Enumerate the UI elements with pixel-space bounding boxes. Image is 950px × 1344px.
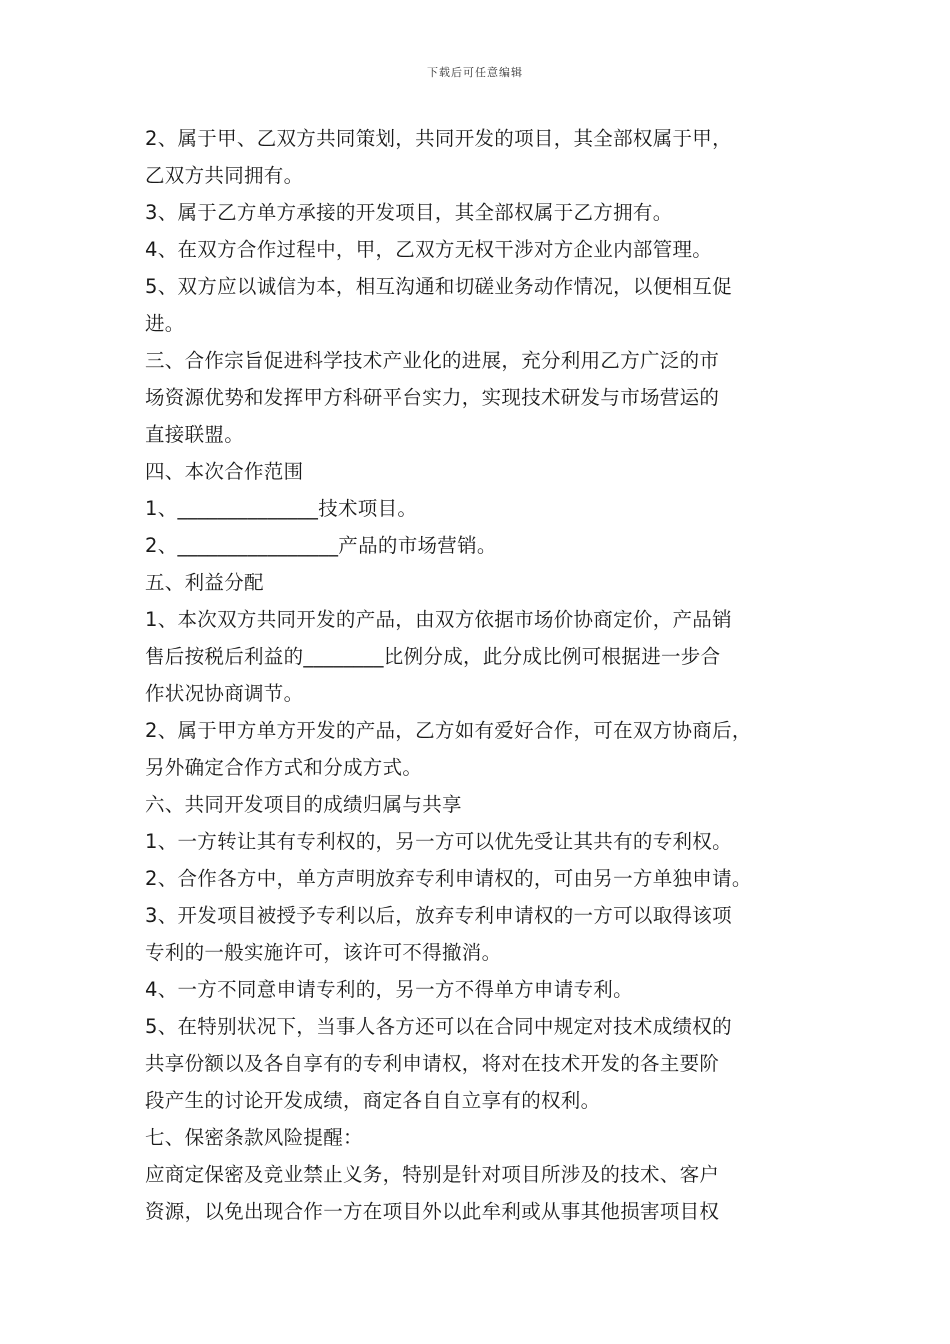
text-line: 段产生的讨论开发成绩，商定各自自立享有的权利。	[145, 1089, 601, 1112]
text-line: 直接联盟。	[145, 423, 245, 446]
section-heading: 四、本次合作范围	[145, 460, 304, 483]
text-line: 场资源优势和发挥甲方科研平台实力，实现技术研发与市场营运的	[145, 386, 720, 409]
section-heading: 七、保密条款风险提醒：	[145, 1126, 363, 1149]
text-line: 1、一方转让其有专利权的，另一方可以优先受让其共有的专利权。	[145, 830, 732, 853]
text-line: 2、属于甲方单方开发的产品，乙方如有爱好合作，可在双方协商后，	[145, 719, 752, 742]
text-line: 2、________________产品的市场营销。	[145, 534, 497, 557]
text-line: 4、一方不同意申请专利的，另一方不得单方申请专利。	[145, 978, 633, 1001]
text-line: 5、双方应以诚信为本，相互沟通和切磋业务动作情况，以便相互促	[145, 275, 732, 298]
text-line: 专利的一般实施许可，该许可不得撤消。	[145, 941, 502, 964]
text-line: 1、本次双方共同开发的产品，由双方依据市场价协商定价，产品销	[145, 608, 732, 631]
text-line: 2、属于甲、乙双方共同策划，共同开发的项目，其全部权属于甲，	[145, 127, 732, 150]
document-body	[145, 120, 825, 1230]
section-heading: 五、利益分配	[145, 571, 264, 594]
page-header: 下载后可任意编辑	[427, 66, 523, 79]
text-line: 3、属于乙方单方承接的开发项目，其全部权属于乙方拥有。	[145, 201, 673, 224]
text-line: 3、开发项目被授予专利以后，放弃专利申请权的一方可以取得该项	[145, 904, 732, 927]
text-line: 5、在特别状况下，当事人各方还可以在合同中规定对技术成绩权的	[145, 1015, 732, 1038]
text-line: 售后按税后利益的________比例分成，此分成比例可根据进一步合	[145, 645, 721, 668]
text-line: 另外确定合作方式和分成方式。	[145, 756, 423, 779]
text-line: 2、合作各方中，单方声明放弃专利申请权的，可由另一方单独申请。	[145, 867, 752, 890]
section-heading: 三、合作宗旨促进科学技术产业化的进展，充分利用乙方广泛的市	[145, 349, 720, 372]
text-line: 作状况协商调节。	[145, 682, 304, 705]
text-line: 进。	[145, 312, 185, 335]
text-line: 应商定保密及竞业禁止义务，特别是针对项目所涉及的技术、客户	[145, 1163, 720, 1186]
text-line: 4、在双方合作过程中，甲，乙双方无权干涉对方企业内部管理。	[145, 238, 713, 261]
text-line: 乙双方共同拥有。	[145, 164, 304, 187]
text-line: 1、______________技术项目。	[145, 497, 418, 520]
section-heading: 六、共同开发项目的成绩归属与共享	[145, 793, 462, 816]
text-line: 共享份额以及各自享有的专利申请权，将对在技术开发的各主要阶	[145, 1052, 720, 1075]
text-line: 资源，以免出现合作一方在项目外以此牟利或从事其他损害项目权	[145, 1200, 720, 1223]
